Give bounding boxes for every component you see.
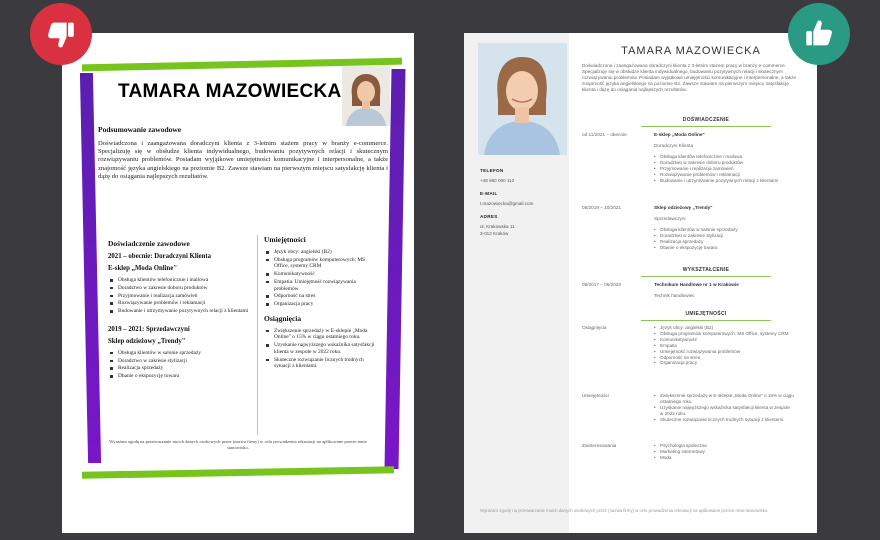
email-value: t.mazowiecka@gmail.com — [480, 201, 534, 206]
list-item: Organizacja pracy — [264, 301, 380, 308]
achievements-label: Umiejętności — [582, 393, 609, 398]
interests-list — [654, 443, 794, 461]
job2-list — [108, 350, 254, 380]
list-item: • Skuteczne rozwiązanie licznych trudnych sytuacji z klientami. — [654, 417, 794, 423]
list-item: Obsługa programów komputerowych: MS Office, systemy CRM — [264, 257, 380, 270]
experience-heading: Doświadczenie zawodowe — [108, 239, 190, 248]
job1-role: Doradczyni Klienta — [654, 143, 694, 148]
skills-heading: UMIEJĘTNOŚCI — [614, 311, 798, 321]
profile-photo — [478, 43, 567, 155]
summary-text: Doświadczona i zaangażowana doradczyni klienta z 3-letnim stażem pracy w branży e-commerce. Specjalizuję się w obsłudze klienta indywidualnego, budowaniu pozytywnych relacji i skutecznym rozwiązywaniu problemów. Posiadam wyjątkowe umiejętności komunikacyjne i interpersonalne, a także znajomość języka angielskiego na poziomie B2. Zawsze stawiam na pierwszym miejscu satysfakcję klienta i dążę do osiągania najlepszych rezultatów. — [98, 140, 388, 180]
education-heading: WYKSZTAŁCENIE — [614, 267, 798, 277]
list-item: Realizacja sprzedaży — [108, 365, 254, 372]
job2-date: 05/2019 – 10/2021 — [582, 205, 622, 210]
list-item: • Moda — [654, 455, 794, 461]
list-item: • Marketing internetowy — [654, 449, 794, 455]
list-item: • Uzyskanie najwyższego wskaźnika satysfakcji klienta w zespole w 2022 roku. — [654, 405, 794, 417]
job1-list — [654, 154, 794, 184]
list-item: Odporność na stres — [264, 293, 380, 300]
list-item: Komunikatywność — [264, 271, 380, 278]
skills-label: Osiągnięcia — [582, 325, 607, 330]
green-bottom-bar — [82, 466, 394, 478]
edu-date: 09/2017 – 06/2020 — [582, 282, 622, 287]
list-item: • Obsługa programów komputerowych: MS Office, systemy CRM — [654, 331, 794, 337]
thumbs-up-icon — [802, 17, 836, 51]
job2-list — [654, 227, 794, 251]
list-item: Skuteczne rozwiązanie licznych trudnych sytuacji z klientami. — [264, 357, 380, 370]
list-item: Obsługa klientów telefonicznie i mailowa — [108, 277, 254, 284]
achievements-heading: Osiągnięcia — [264, 313, 302, 323]
list-item: • Dbanie o ekspozycję towaru — [654, 245, 794, 251]
purple-right-bar — [385, 69, 406, 469]
summary-heading: Podsumowanie zawodowe — [98, 125, 182, 134]
list-item: Uzyskanie najwyższego wskaźnika satysfakcji klienta w zespole w 2022 roku. — [264, 342, 380, 355]
interests-label: Zainteresowania — [582, 443, 617, 448]
achievements-list — [264, 328, 380, 370]
skills-column — [264, 235, 380, 371]
bad-cv-page — [62, 33, 414, 533]
job1-list — [108, 277, 254, 315]
consent-footer: Wyrażam zgodę na przetwarzanie moich danych osobowych przez (nazwa firmy) w celu prowadzenia rekrutacji na aplikowane przeze mnie stanowisko. — [109, 439, 367, 450]
skills-list — [654, 325, 794, 366]
job1-company: E-sklep „Moda Online" — [108, 265, 178, 272]
address-city: 3-012 Kraków — [480, 231, 509, 236]
list-item: Empatia. Umiejętność rozwiązywania problemów — [264, 279, 380, 292]
job2-company: Sklep odzieżowy „Trendy" — [108, 337, 186, 345]
list-item: • Komunikatywność — [654, 337, 794, 343]
list-item: Doradztwo w zakresie stylizacji — [108, 358, 254, 365]
list-item: • Doradztwo w zakresie stylizacji — [654, 233, 794, 239]
skills-list — [264, 249, 380, 308]
cv-name: TAMARA MAZOWIECKA — [118, 81, 342, 102]
list-item: • Zwiększenie sprzedaży w E-sklepie „Moda Online" o 15% w ciągu ostatniego roku. — [654, 393, 794, 405]
profile-photo — [342, 66, 390, 126]
list-item: • Psychologia społeczna — [654, 443, 794, 449]
list-item: • Obsługa klientów w salonie sprzedaży — [654, 227, 794, 233]
consent-footer: Wyrażam zgodę na przetwarzanie moich danych osobowych przez (nazwa firmy) w celu prowadzenia rekrutacji na aplikowane przeze mnie stanowisko. — [480, 508, 769, 513]
list-item: Język obcy: angielski (B2) — [264, 249, 380, 256]
list-item: • Budowanie i utrzymywanie pozytywnych relacji z klientami — [654, 178, 794, 184]
list-item: Budowanie i utrzymywanie pozytywnych relacji z klientami — [108, 308, 254, 315]
list-item: • Język obcy: angielski (B2) — [654, 325, 794, 331]
column-divider — [257, 235, 258, 435]
job2-title: 2019 – 2021: Sprzedawczyni — [108, 325, 190, 333]
job1-date: od 11/2021 – obecnie — [582, 132, 627, 137]
thumbs-up-badge — [788, 3, 850, 65]
list-item: • Odporność na stres — [654, 355, 794, 361]
list-item: • Rozwiązywanie problemów i reklamacji — [654, 172, 794, 178]
list-item: Zwiększenie sprzedaży w E-sklepie „Moda Online" o 15% w ciągu ostatniego roku. — [264, 328, 380, 341]
list-item: • Przyjmowanie i realizacja zamówień — [654, 166, 794, 172]
list-item: • Empatia — [654, 343, 794, 349]
edu-school: Technikum Handlowe nr 1 w Krakowie — [654, 282, 739, 287]
list-item: • Doradztwo w zakresie doboru produktów — [654, 160, 794, 166]
cv-name: TAMARA MAZOWIECKA — [621, 45, 761, 57]
experience-column — [108, 239, 254, 381]
list-item: Dbanie o ekspozycję towaru — [108, 373, 254, 380]
good-cv-page — [464, 33, 817, 533]
experience-heading: DOŚWIADCZENIE — [614, 117, 798, 127]
address-street: ul. Krakowska 11 — [480, 224, 515, 229]
list-item: Przyjmowanie i realizacja zamówień — [108, 293, 254, 300]
job1-company: E-sklep „Moda Online" — [654, 132, 705, 137]
email-label: E-MAIL — [480, 191, 498, 196]
address-label: ADRES — [480, 214, 498, 219]
list-item: Obsługa klientów w salonie sprzedaży — [108, 350, 254, 357]
edu-field: Technik handlowiec — [654, 293, 695, 298]
skills-heading: Umiejętności — [264, 235, 306, 244]
list-item: Doradztwo w zakresie doboru produktów — [108, 285, 254, 292]
list-item: • Obsługa klientów telefonicznie i mailowa — [654, 154, 794, 160]
job1-title: 2021 – obecnie: Doradczyni Klienta — [108, 253, 212, 260]
list-item: • Realizacja sprzedaży — [654, 239, 794, 245]
list-item: • Organizacja pracy — [654, 360, 794, 366]
list-item: Rozwiązywanie problemów i reklamacji — [108, 300, 254, 307]
job2-role: Sprzedawczyni — [654, 216, 686, 221]
list-item: • Umiejętność rozwiązywania problemów — [654, 349, 794, 355]
summary-text: Doświadczona i zaangażowana doradczyni klienta z 3-letnim stażem pracy w branży e-commerce. Specjalizuję się w obsłudze klienta indywidualnego, budowaniu pozytywnych relacji i skutecznym rozwiązywaniu problemów. Posiadam wyjątkowe umiejętności komunikacyjne i interpersonalne, a także znajomość języka angielskiego na poziomie B2. Zawsze stawiam na pierwszym miejscu satysfakcję klienta i dążę do osiągania najlepszych rezultatów. — [582, 63, 797, 93]
phone-label: TELEFON — [480, 168, 504, 173]
job2-company: Sklep odzieżowy „Trendy" — [654, 205, 713, 210]
achievements-list — [654, 393, 794, 423]
thumbs-down-badge — [30, 3, 92, 65]
phone-value: +48 660 000 112 — [480, 178, 515, 183]
thumbs-down-icon — [44, 17, 78, 51]
